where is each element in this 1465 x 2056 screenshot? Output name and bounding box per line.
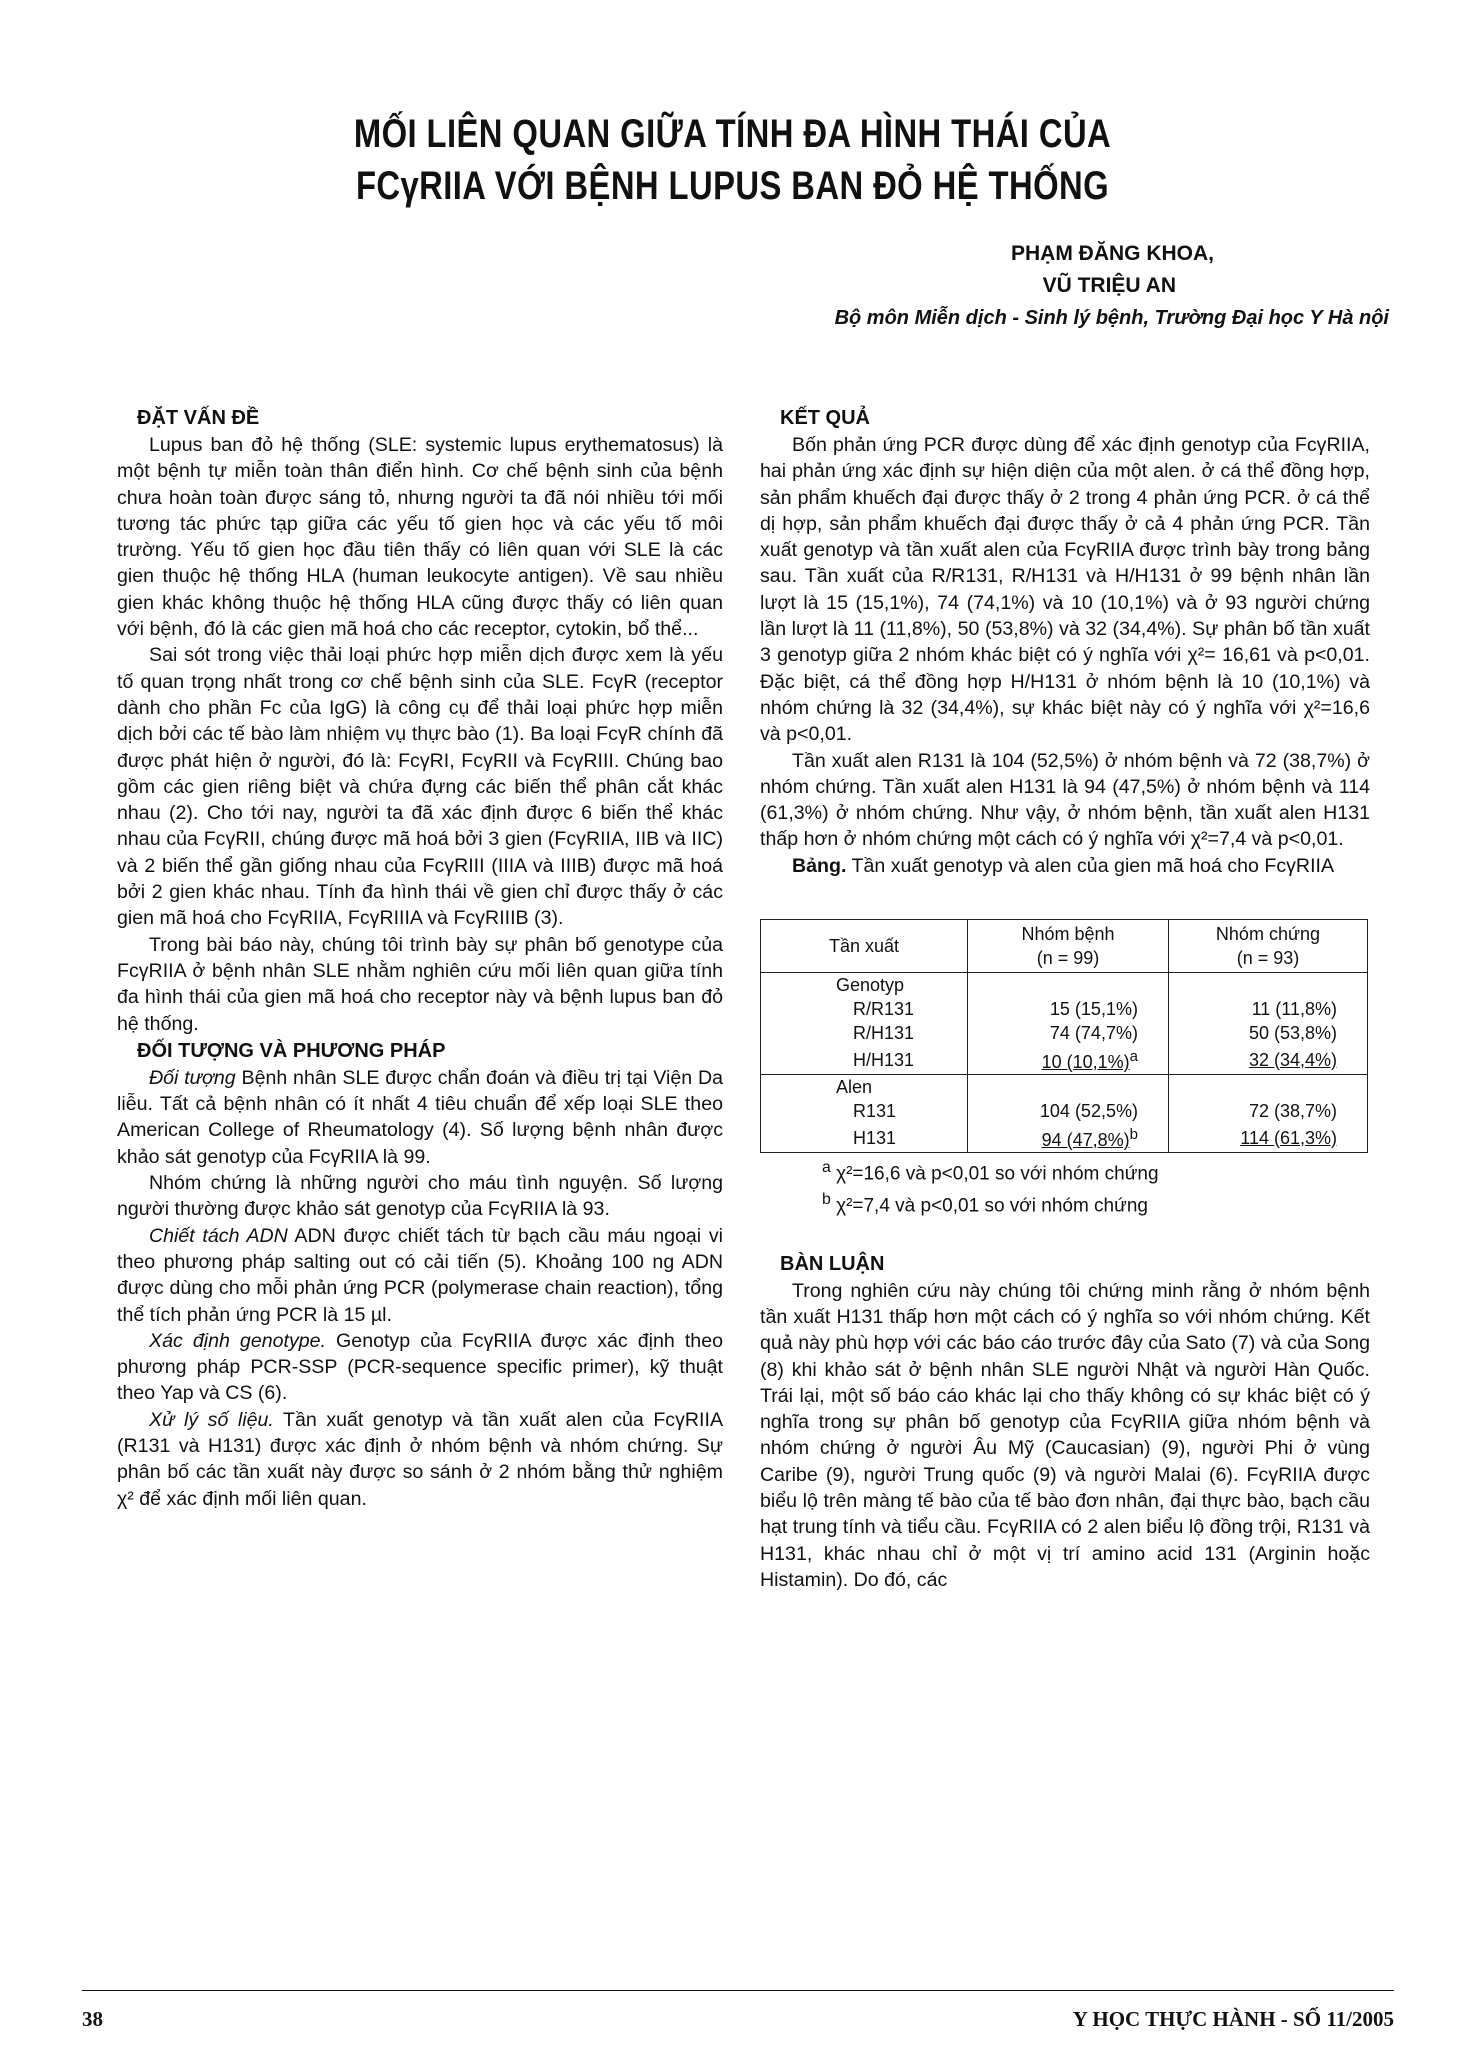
row-label: R/R131	[761, 997, 968, 1021]
footnote-a-marker: a	[822, 1159, 831, 1177]
genotyping-text: Genotyp của FcγRIIA được xác định theo phương pháp PCR-SSP (PCR-sequence specific primer), kỹ thuật theo Yap và CS (6).	[117, 1329, 723, 1405]
table-header-row	[761, 920, 1368, 973]
row-label: R/H131	[761, 1021, 968, 1045]
patients-value: 94 (47,8%)	[1041, 1130, 1130, 1151]
heading-introduction: ĐẶT VẤN ĐỀ	[137, 407, 260, 429]
dna-extraction-text: ADN được chiết tách từ bạch cầu máu ngoại vi theo phương pháp salting out có cải tiến (5). Khoảng 100 ng ADN được dùng cho mỗi phản ứng PCR (polymerase chain reaction), tổng thể tích phản ứng PCR là 15 µl.	[117, 1224, 723, 1326]
footnote-a	[822, 1155, 1370, 1187]
controls-value-cell	[1168, 1123, 1367, 1153]
group-allele: Alen	[761, 1075, 968, 1100]
intro-paragraph-2: Sai sót trong việc thải loại phức hợp miễn dịch được xem là yếu tố quan trọng nhất trong cơ chế bệnh sinh của SLE. FcγR (receptor dành cho phần Fc của IgG) là công cụ để thải loại phức hợp miễn dịch bởi các tế bào làm nhiệm vụ thực bào (1). Ba loại FcγR chính đã được phát hiện ở người, đó là: FcγRI, FcγRII và FcγRIII. Chúng bao gồm các gien riêng biệt và chứa đựng các biến thể phân cắt khác nhau (2). Cho tới nay, người ta đã xác định được 6 biến thể khác nhau của FcγRII, chúng được mã hoá bởi 3 gien (FcγRIIA, IIB và IIC) và 2 biến thể gần giống nhau của FcγRIII (IIIA và IIIB) được mã hoá bởi 2 gien khác nhau. Tính đa hình thái về gien chỉ được thấy ở các gien mã hoá cho FcγRIIA, FcγRIIIA và FcγRIIIB (3).	[117, 644, 723, 930]
table-row	[761, 997, 1368, 1021]
footnote-marker: b	[1129, 1126, 1138, 1144]
intro-paragraph-3: Trong bài báo này, chúng tôi trình bày sự phân bố genotype của FcγRIIA ở bệnh nhân SLE nhằm nghiên cứu mối liên quan giữa tính đa hình thái của gien mã hoá cho receptor này và bệnh lupus ban đỏ hệ thống.	[117, 933, 723, 1035]
left-column	[117, 404, 723, 1512]
page-footer	[82, 1990, 1394, 2031]
heading-discussion: BÀN LUẬN	[780, 1252, 885, 1275]
controls-value-cell	[1168, 1045, 1367, 1075]
intro-paragraph-1: Lupus ban đỏ hệ thống (SLE: systemic lupus erythematosus) là một bệnh tự miễn toàn thân điển hình. Cơ chế bệnh sinh của bệnh chưa hoàn toàn được sáng tỏ, nhưng người ta đã nói nhiều tới mối tương tác phức tạp giữa các yếu tố gien học và các yếu tố môi trường. Yếu tố gien học đầu tiên thấy có liên quan với SLE là các gien thuộc hệ thống HLA (human leukocyte antigen). Về sau nhiều gien khác không thuộc hệ thống HLA cũng được thấy có liên quan với bệnh, đó là các gien mã hoá cho các receptor, cytokin, bổ thể...	[117, 434, 723, 641]
table-row	[761, 973, 1368, 998]
table-caption	[760, 853, 1370, 879]
header-controls-n: (n = 93)	[1236, 948, 1300, 969]
article-title	[132, 108, 1333, 212]
footnote-b	[822, 1187, 1370, 1219]
patients-value-cell	[968, 1123, 1169, 1153]
header-controls-label: Nhóm chứng	[1215, 924, 1321, 945]
methods-genotyping	[117, 1328, 723, 1407]
table-footnotes	[760, 1155, 1370, 1220]
patients-value: 15 (15,1%)	[968, 997, 1169, 1021]
heading-results: KẾT QUẢ	[780, 407, 870, 429]
header-controls	[1168, 920, 1367, 973]
patients-value: 10 (10,1%)	[1041, 1052, 1130, 1073]
statistics-text: Tần xuất genotyp và tần xuất alen của FcγRIIA (R131 và H131) được xác định ở nhóm bệnh và nhóm chứng. Sự phân bố các tần xuất này được so sánh ở 2 nhóm bằng thử nghiệm χ² để xác định mối liên quan.	[117, 1408, 724, 1510]
table-row	[761, 1075, 1368, 1100]
page-number: 38	[82, 2007, 103, 2031]
dna-extraction-label: Chiết tách ADN	[149, 1224, 288, 1247]
results-paragraph-1: Bốn phản ứng PCR được dùng để xác định genotyp của FcγRIIA, hai phản ứng xác định sự hiện diện của một alen. ở cá thể đồng hợp, sản phẩm khuếch đại được thấy ở 2 trong 4 phản ứng PCR. ở cá thể dị hợp, sản phẩm khuếch đại được thấy ở cả 4 phản ứng PCR. Tần xuất genotyp và tần xuất alen của FcγRIIA được trình bày trong bảng sau. Tần xuất của R/R131, R/H131 và H/H131 ở 99 bệnh nhân lần lượt là 15 (15,1%), 74 (74,1%) và 10 (10,1%) và ở 93 người chứng lần lượt là 11 (11,8%), 50 (53,8%) và 32 (34,4%). Sự phân bố tần xuất 3 genotyp giữa 2 nhóm khác biệt có ý nghĩa với χ²= 16,61 và p<0,01. Đặc biệt, cá thể đồng hợp H/H131 ở nhóm bệnh là 10 (10,1%) và nhóm chứng là 32 (34,4%), sự khác biệt này có ý nghĩa với χ²=16,6 và p<0,01.	[760, 434, 1370, 746]
patients-value: 74 (74,7%)	[968, 1021, 1169, 1045]
author-block	[835, 238, 1389, 334]
controls-value: 50 (53,8%)	[1168, 1021, 1367, 1045]
statistics-label: Xử lý số liệu.	[149, 1408, 274, 1431]
row-label: R131	[761, 1099, 968, 1123]
methods-controls: Nhóm chứng là những người cho máu tình nguyện. Số lượng người thường được khảo sát genotyp của FcγRIIA là 93.	[117, 1172, 723, 1221]
footnote-marker: a	[1129, 1048, 1138, 1066]
subjects-label: Đối tượng	[149, 1066, 236, 1089]
footnote-b-text: χ²=7,4 và p<0,01 so với nhóm chứng	[830, 1195, 1148, 1217]
row-label: H131	[761, 1123, 968, 1153]
group-genotype: Genotyp	[761, 973, 968, 998]
controls-value: 11 (11,8%)	[1168, 997, 1367, 1021]
genotyping-label: Xác định genotype.	[149, 1329, 326, 1352]
patients-value-cell	[968, 1045, 1169, 1075]
author-2: VŨ TRIỆU AN	[1042, 274, 1176, 297]
caption-label: Bảng.	[792, 854, 847, 877]
controls-value: 32 (34,4%)	[1248, 1049, 1337, 1070]
right-column	[760, 404, 1370, 1593]
methods-dna-extraction	[117, 1223, 723, 1328]
methods-statistics	[117, 1407, 723, 1512]
header-patients	[968, 920, 1169, 973]
controls-value: 114 (61,3%)	[1240, 1127, 1337, 1148]
heading-methods: ĐỐI TƯỢNG VÀ PHƯƠNG PHÁP	[137, 1039, 446, 1062]
header-frequency: Tần xuất	[761, 920, 968, 973]
author-1: PHẠM ĐĂNG KHOA,	[1011, 242, 1214, 265]
methods-subjects	[117, 1065, 723, 1170]
row-label: H/H131	[761, 1045, 968, 1075]
frequency-table	[760, 919, 1368, 1153]
footnote-a-text: χ²=16,6 và p<0,01 so với nhóm chứng	[830, 1163, 1159, 1185]
controls-value: 72 (38,7%)	[1168, 1099, 1367, 1123]
patients-value: 104 (52,5%)	[968, 1099, 1169, 1123]
journal-issue: Y HỌC THỰC HÀNH - SỐ 11/2005	[1072, 2007, 1394, 2031]
table-row	[761, 1021, 1368, 1045]
table-row	[761, 1045, 1368, 1075]
table-row	[761, 1099, 1368, 1123]
title-line-1: MỐI LIÊN QUAN GIỮA TÍNH ĐA HÌNH THÁI CỦA	[353, 112, 1112, 156]
header-patients-label: Nhóm bệnh	[1021, 924, 1115, 945]
caption-text: Tần xuất genotyp và alen của gien mã hoá cho FcγRIIA	[846, 854, 1335, 877]
discussion-paragraph-1: Trong nghiên cứu này chúng tôi chứng minh rằng ở nhóm bệnh tần xuất H131 thấp hơn một cách có ý nghĩa so với nhóm chứng. Kết quả này phù hợp với các báo cáo trước đây của Sato (7) và của Song (8) khi khảo sát ở bệnh nhân SLE người Nhật và người Hàn Quốc. Trái lại, một số báo cáo khác lại cho thấy không có sự khác biệt có ý nghĩa trong sự phân bố genotyp của FcγRIIA giữa nhóm bệnh và nhóm chứng ở người Âu Mỹ (Caucasian) (9), người Phi ở vùng Caribe (9), người Trung quốc (9) và người Malai (6). FcγRIIA được biểu lộ trên màng tế bào của tế bào đơn nhân, đại thực bào, bạch cầu hạt trung tính và tiểu cầu. FcγRIIA có 2 alen biểu lộ đồng trội, R131 và H131, khác nhau chỉ ở một vị trí amino acid 131 (Arginin hoặc Histamin). Do đó, các	[760, 1279, 1370, 1591]
footnote-b-marker: b	[822, 1191, 831, 1209]
title-line-2: FCγRIIA VỚI BỆNH LUPUS BAN ĐỎ HỆ THỐNG	[355, 164, 1110, 208]
header-patients-n: (n = 99)	[1036, 948, 1100, 969]
affiliation: Bộ môn Miễn dịch - Sinh lý bệnh, Trường Đại học Y Hà nội	[834, 307, 1389, 329]
subjects-text: Bệnh nhân SLE được chẩn đoán và điều trị tại Viện Da liễu. Tất cả bệnh nhân có ít nhất 4 tiêu chuẩn để xếp loại SLE theo American College of Rheumatology (4). Số lượng bệnh nhân được khảo sát genotyp của FcγRIIA là 99.	[117, 1066, 723, 1168]
table-row	[761, 1123, 1368, 1153]
results-paragraph-2: Tần xuất alen R131 là 104 (52,5%) ở nhóm bệnh và 72 (38,7%) ở nhóm chứng. Tần xuất alen H131 là 94 (47,5%) ở nhóm bệnh và 114 (61,3%) ở nhóm chứng. Như vậy, ở nhóm bệnh, tần xuất alen H131 thấp hơn ở nhóm chứng một cách có ý nghĩa với χ²=7,4 và p<0,01.	[760, 749, 1370, 851]
